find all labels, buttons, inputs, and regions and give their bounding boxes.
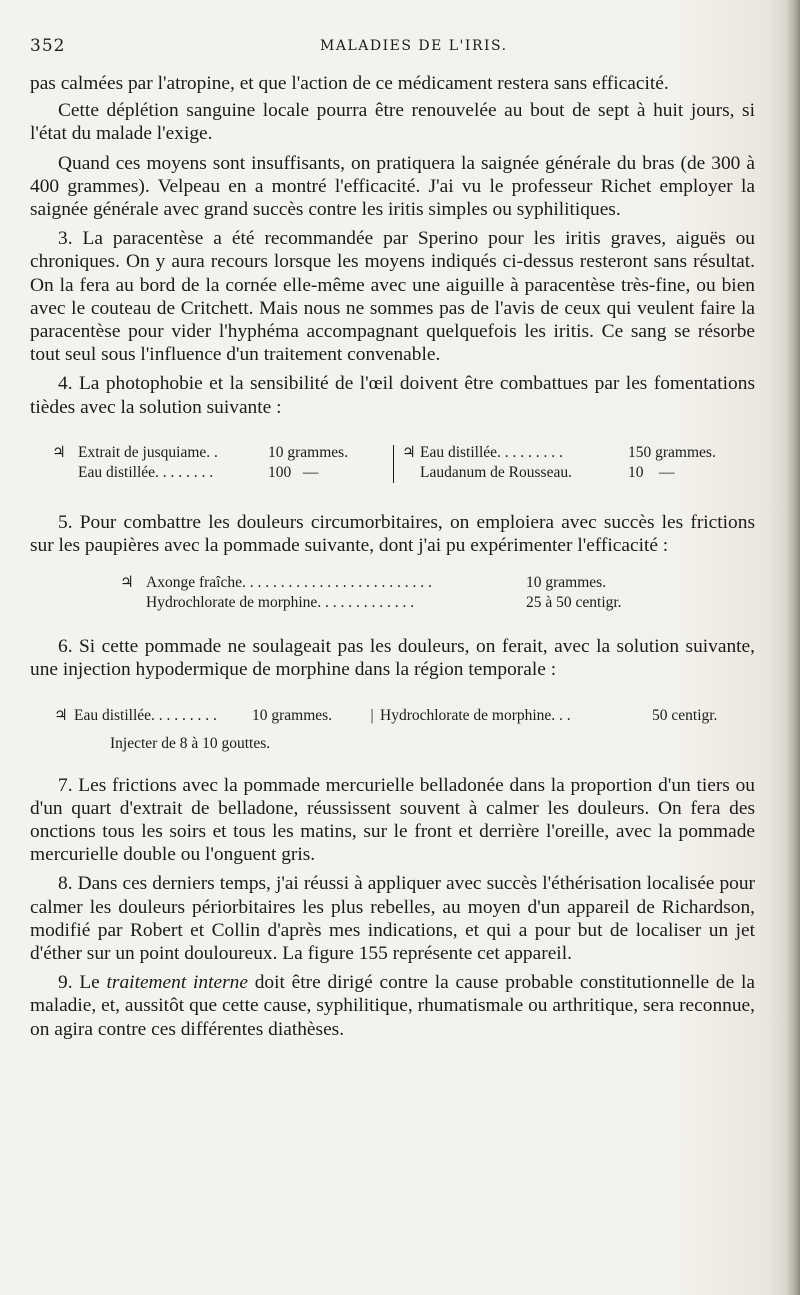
ingredient-amount — [268, 443, 376, 463]
recipe-symbol: ♃ — [54, 706, 68, 724]
recipe-symbol: ♃ — [120, 574, 134, 592]
amount-unit: grammes. — [655, 443, 716, 461]
emphasis-text: traitement interne — [106, 972, 248, 994]
paragraph-injection: 6. Si cette pommade ne soulageait pas les douleurs, on ferait, avec la solution suivante, une injection hypodermique de morphine dans la région temporale : — [30, 636, 755, 681]
recipe-row — [30, 573, 755, 593]
paragraph-depletion: Cette déplétion sanguine locale pourra être renouvelée au bout de sept à huit jours, si l'état du malade l'exige. — [30, 100, 755, 145]
recipe-note: Injecter de 8 à 10 gouttes. — [110, 734, 271, 752]
ingredient-name: Laudanum de Rousseau. — [420, 463, 572, 481]
ingredient-amount — [628, 443, 738, 463]
amount-value: 10 — [268, 443, 284, 461]
paragraph-circumorbitaires: 5. Pour combattre les douleurs circumorbitaires, on emploiera avec succès les frictions sur les paupières avec la pommade suivante, dont j'ai pu expérimenter l'efficacité : — [30, 511, 755, 557]
paragraph-saignee: Quand ces moyens sont insuffisants, on pratiquera la saignée générale du bras (de 300 à 400 grammes). Velpeau en a montré l'efficacité. J'ai vu le professeur Richet employer la saignée générale avec grand succès contre les iritis simples ou syphilitiques. — [30, 152, 755, 221]
paragraph-text: doit être dirigé contre la cause probable constitutionnelle de la maladie, et, aussitôt que cette cause, syphilitique, rhumatismale ou arthritique, sera reconnue, on agira contre ces différentes diathèses. — [30, 972, 755, 1040]
amount-unit: grammes. — [287, 443, 349, 461]
recipe-row — [30, 443, 387, 463]
page-number: 352 — [30, 36, 66, 56]
paragraph-continuation: pas calmées par l'atropine, et que l'action de ce médicament restera sans efficacité. — [30, 73, 669, 94]
recipe-solution — [30, 443, 755, 483]
recipe-solution-left — [30, 443, 387, 483]
column-divider: | — [370, 706, 374, 724]
ingredient-amount — [628, 463, 738, 483]
ingredient-amount: 50 centigr. — [652, 706, 718, 724]
ingredient-name: Eau distillée. . . . . . . . — [78, 463, 214, 481]
recipe-row — [402, 443, 738, 463]
ingredient-name: Eau distillée. . . . . . . . . — [420, 443, 563, 461]
recipe-row — [30, 706, 755, 726]
ingredient-name: Eau distillée. . . . . . . . . — [74, 706, 217, 724]
paragraph-etherisation: 8. Dans ces derniers temps, j'ai réussi à appliquer avec succès l'éthérisation localisée pour calmer les douleurs périorbitaires les plus rebelles, au moyen d'un appareil de Richardson, modifié par Robert et Collin d'après mes indications, et qui a pour but de localiser un jet d'éther sur un point douloureux. La figure 155 représente cet appareil. — [30, 873, 755, 965]
ingredient-name: Hydrochlorate de morphine. . . — [380, 706, 571, 724]
recipe-symbol: ♃ — [402, 443, 416, 461]
ingredient-amount: 25 à 50 centigr. — [526, 594, 622, 612]
page-body — [30, 72, 755, 1047]
amount-unit: — — [659, 463, 675, 481]
paragraph-frictions: 7. Les frictions avec la pommade mercurielle belladonée dans la proportion d'un tiers ou d'un quart d'extrait de belladone, réussissent souvent à calmer les douleurs. On fera des onctions tous les soirs et tous les matins, sur le front et derrière l'oreille, avec la pommade mercurielle double ou l'onguent gris. — [30, 774, 755, 866]
page-header — [30, 36, 750, 60]
paragraph-text: 9. Le — [58, 972, 107, 994]
ingredient-name: Axonge fraîche. . . . . . . . . . . . . . . . . . . . . . . . . — [146, 574, 432, 592]
recipe-solution-right — [402, 443, 738, 483]
amount-value: 10 — [628, 463, 644, 481]
amount-value: 150 — [628, 443, 652, 461]
paragraph-paracentese: 3. La paracentèse a été recommandée par Sperino pour les iritis graves, aiguës ou chroniques. On y aura recours lorsque les moyens indiqués ci-dessus resteront sans résultat. On la fera au bord de la cornée elle-même avec une aiguille à paracentèse très-fine, ou bien avec le couteau de Critchett. Mais nous ne sommes pas de l'avis de ceux qui veulent faire la paracentèse pour vider l'hyphéma accompagnant quelquefois les iritis. Ce sang se résorbe tout seul sous l'influence d'un traitement convenable. — [30, 228, 755, 366]
amount-unit: — — [302, 463, 319, 481]
amount-value: 100 — [268, 463, 292, 481]
running-title: MALADIES DE L'IRIS. — [320, 38, 508, 54]
ingredient-name: Hydrochlorate de morphine. . . . . . . . . . . . . — [146, 594, 415, 612]
ingredient-amount: 10 grammes. — [526, 574, 607, 592]
ingredient-amount: 10 grammes. — [252, 706, 333, 724]
ingredient-amount — [268, 463, 376, 483]
column-divider — [393, 445, 394, 483]
paragraph-traitement-interne — [30, 971, 755, 1041]
recipe-injection — [30, 706, 755, 754]
recipe-pommade — [30, 573, 755, 613]
recipe-row — [30, 593, 755, 613]
ingredient-name: Extrait de jusquiame. . — [78, 443, 218, 461]
recipe-row — [402, 463, 738, 483]
paragraph-photophobie: 4. La photophobie et la sensibilité de l'œil doivent être combattues par les fomentations tièdes avec la solution suivante : — [30, 373, 755, 418]
recipe-symbol: ♃ — [52, 443, 66, 461]
recipe-row — [30, 463, 387, 483]
page-edge-shadow — [786, 0, 800, 1295]
